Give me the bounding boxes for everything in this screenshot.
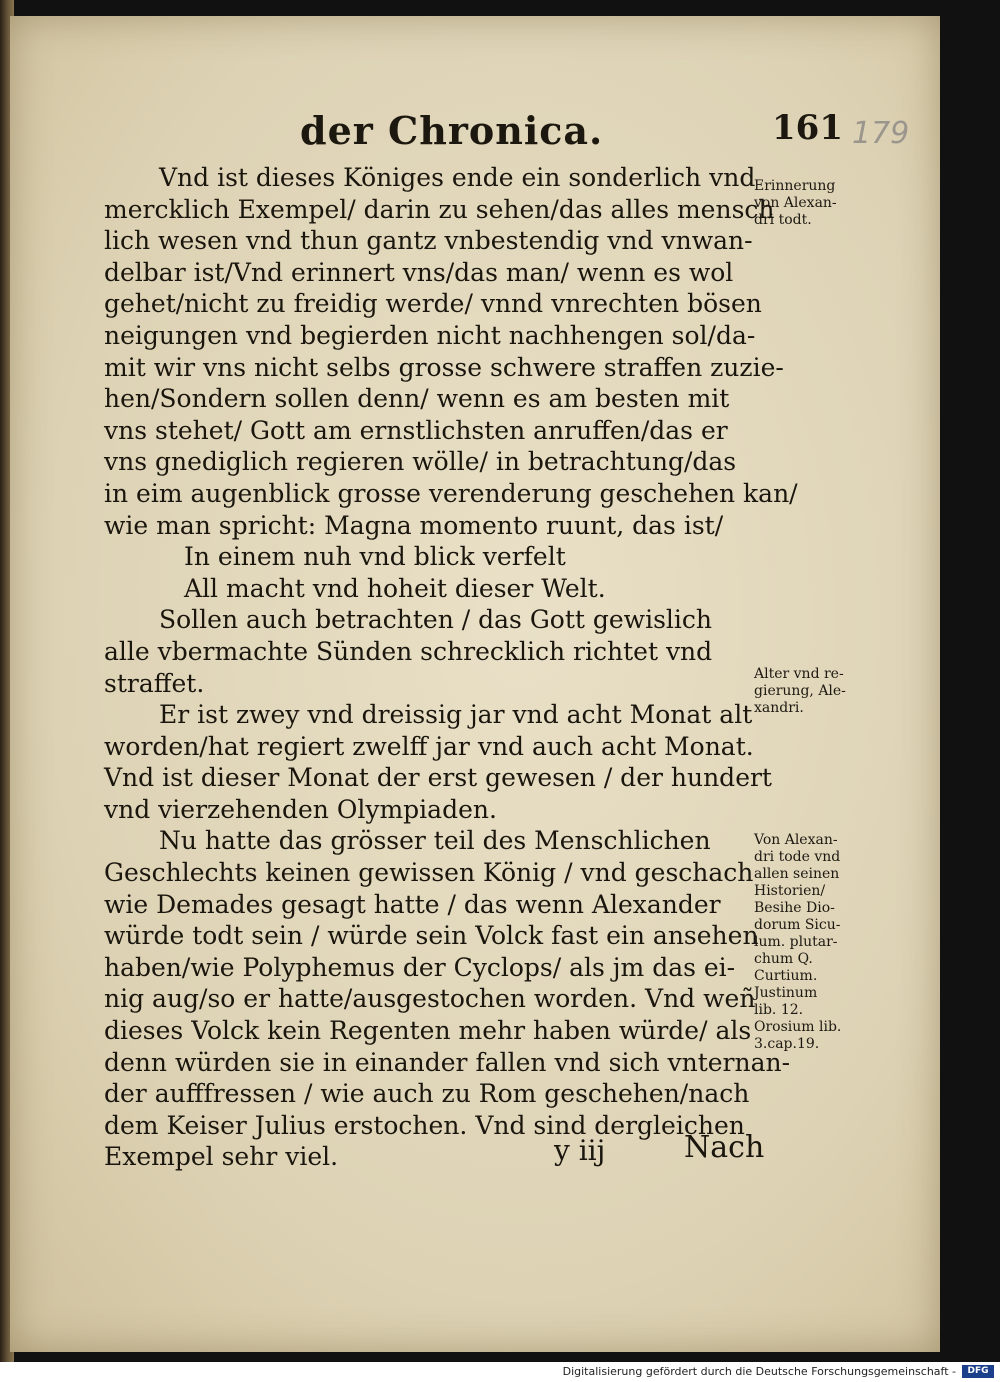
text-line: mit wir vns nicht selbs grosse schwere straffen zuzie- (104, 352, 784, 382)
text-line: in eim augenblick grosse verenderung geschehen kan/ (104, 478, 798, 508)
text-line: mercklich Exempel/ darin zu sehen/das alles mensch (104, 194, 775, 224)
text-line: Nu hatte das grösser teil des Menschlichen (159, 826, 711, 856)
margin-note-alexander-death: Erinnerung von Alexan- dri todt. (754, 178, 837, 228)
text-line: wie man spricht: Magna momento ruunt, das ist/ (104, 510, 724, 540)
text-line: denn würden sie in einander fallen vnd sich vnternan- (104, 1047, 791, 1077)
text-line: hen/Sondern sollen denn/ wenn es am besten mit (104, 384, 730, 414)
text-line: Exempel sehr viel. (104, 1142, 339, 1172)
text-line: neigungen vnd begierden nicht nachhengen sol/da- (104, 320, 756, 350)
margin-note-sources: Von Alexan- dri tode vnd allen seinen Historien/ Besihe Dio- dorum Sicu- lum. plutar- chum Q. Curtium. Justinum lib. 12. Orosium lib. 3.cap.19. (754, 832, 842, 1052)
text-line: straffet. (104, 668, 205, 698)
signature-mark: y iij (554, 1134, 606, 1167)
text-line: dieses Volck kein Regenten mehr haben würde/ als (104, 1016, 752, 1046)
text-line: würde todt sein / würde sein Volck fast ein ansehen (104, 921, 759, 951)
text-line: nig aug/so er hatte/ausgestochen worden. Vnd weñ (104, 984, 756, 1014)
running-head: der Chronica. (300, 108, 604, 153)
text-line: gehet/nicht zu freidig werde/ vnnd vnrechten bösen (104, 289, 762, 319)
text-line: Vnd ist dieser Monat der erst gewesen / der hundert (104, 763, 772, 793)
text-line: Er ist zwey vnd dreissig jar vnd acht Monat alt (159, 700, 753, 730)
text-line: lich wesen vnd thun gantz vnbestendig vnd vnwan- (104, 226, 753, 256)
text-line: delbar ist/Vnd erinnert vns/das man/ wenn es wol (104, 257, 734, 287)
text-line: alle vbermachte Sünden schrecklich richtet vnd (104, 636, 713, 666)
verse-line: In einem nuh vnd blick verfelt (184, 542, 566, 572)
catchword: Nach (684, 1130, 765, 1165)
footer-credit: Digitalisierung gefördert durch die Deutsche Forschungsgemeinschaft - (562, 1365, 956, 1378)
pencil-folio-number: 179 (852, 116, 910, 151)
text-line: worden/hat regiert zwelff jar vnd auch acht Monat. (104, 731, 754, 761)
book-page (10, 16, 940, 1352)
text-line: Geschlechts keinen gewissen König / vnd geschach (104, 858, 754, 888)
dfg-logo: DFG (962, 1365, 994, 1378)
text-line: Vnd ist dieses Königes ende ein sonderlich vnd (159, 163, 756, 192)
margin-note-age-reign: Alter vnd re- gierung, Ale- xandri. (754, 666, 846, 716)
text-line: vns stehet/ Gott am ernstlichsten anruffen/das er (104, 415, 728, 445)
text-line: wie Demades gesagt hatte / das wenn Alexander (104, 889, 721, 919)
text-line: der aufffressen / wie auch zu Rom geschehen/nach (104, 1079, 750, 1109)
text-line: vns gnediglich regieren wölle/ in betrachtung/das (104, 447, 737, 477)
text-line: dem Keiser Julius erstochen. Vnd sind dergleichen (104, 1110, 745, 1140)
footer-bar (0, 1362, 1000, 1382)
verse-line: All macht vnd hoheit dieser Welt. (184, 573, 606, 603)
folio-number: 161 (772, 108, 843, 148)
text-line: Sollen auch betrachten / das Gott gewislich (159, 605, 712, 635)
text-line: haben/wie Polyphemus der Cyclops/ als jm das ei- (104, 952, 736, 982)
text-line: vnd vierzehenden Olympiaden. (104, 794, 497, 824)
